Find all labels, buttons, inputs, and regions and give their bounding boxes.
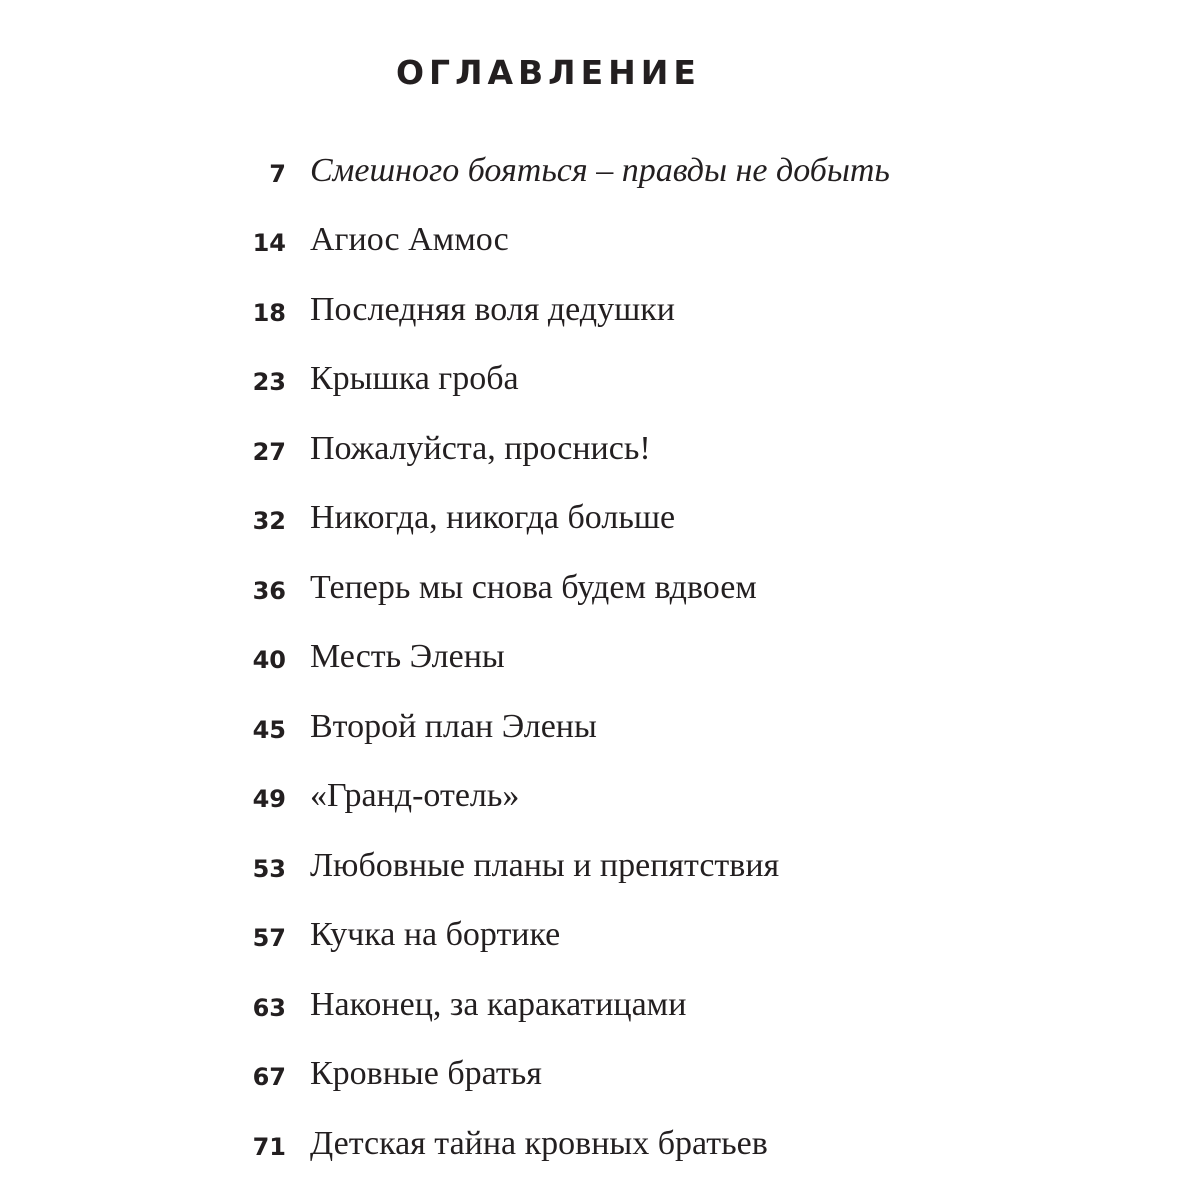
toc-chapter-title: Крышка гроба <box>310 360 519 398</box>
toc-chapter-title: Теперь мы снова будем вдвоем <box>310 568 757 606</box>
toc-page-number: 40 <box>252 646 286 675</box>
toc-page-number: 7 <box>269 159 286 188</box>
toc-chapter-title: Кучка на бортике <box>310 916 561 954</box>
toc-chapter-title: Второй план Элены <box>310 707 597 745</box>
toc-page-number: 49 <box>252 785 286 814</box>
toc-chapter-title: Детская тайна кровных братьев <box>310 1124 768 1162</box>
toc-entry[interactable] <box>0 762 1200 832</box>
toc-chapter-title: Кровные братья <box>310 1055 542 1093</box>
toc-entry[interactable] <box>0 136 1200 206</box>
toc-page-number: 14 <box>252 229 286 258</box>
toc-entry[interactable] <box>0 414 1200 484</box>
toc-list <box>0 136 1200 1179</box>
toc-chapter-title: Любовные планы и препятствия <box>310 846 780 884</box>
toc-entry[interactable] <box>0 553 1200 623</box>
toc-heading: ОГЛАВЛЕНИЕ <box>396 53 701 92</box>
toc-page-number: 57 <box>252 924 286 953</box>
toc-chapter-title: Агиос Аммос <box>310 221 509 259</box>
toc-entry[interactable] <box>0 692 1200 762</box>
toc-entry[interactable] <box>0 345 1200 415</box>
toc-page-number: 71 <box>252 1132 286 1161</box>
toc-page-number: 23 <box>252 368 286 397</box>
toc-entry[interactable] <box>0 206 1200 276</box>
toc-entry[interactable] <box>0 275 1200 345</box>
toc-page-number: 36 <box>252 576 286 605</box>
toc-entry[interactable] <box>0 831 1200 901</box>
toc-chapter-title: Последняя воля дедушки <box>310 290 675 328</box>
toc-chapter-title: Месть Элены <box>310 638 505 676</box>
toc-page-number: 63 <box>252 993 286 1022</box>
toc-entry[interactable] <box>0 1109 1200 1179</box>
toc-chapter-title: Смешного бояться – правды не добыть <box>310 151 890 189</box>
toc-page-number: 53 <box>252 854 286 883</box>
toc-page-number: 67 <box>252 1063 286 1092</box>
toc-entry[interactable] <box>0 901 1200 971</box>
toc-page-number: 18 <box>252 298 286 327</box>
toc-chapter-title: Пожалуйста, проснись! <box>310 429 651 467</box>
toc-page-number: 27 <box>252 437 286 466</box>
toc-chapter-title: «Гранд-отель» <box>310 777 520 815</box>
toc-page-number: 45 <box>252 715 286 744</box>
toc-chapter-title: Наконец, за каракатицами <box>310 985 687 1023</box>
toc-page-number: 32 <box>252 507 286 536</box>
toc-entry[interactable] <box>0 484 1200 554</box>
toc-chapter-title: Никогда, никогда больше <box>310 499 676 537</box>
toc-entry[interactable] <box>0 970 1200 1040</box>
toc-entry[interactable] <box>0 1040 1200 1110</box>
toc-entry[interactable] <box>0 623 1200 693</box>
